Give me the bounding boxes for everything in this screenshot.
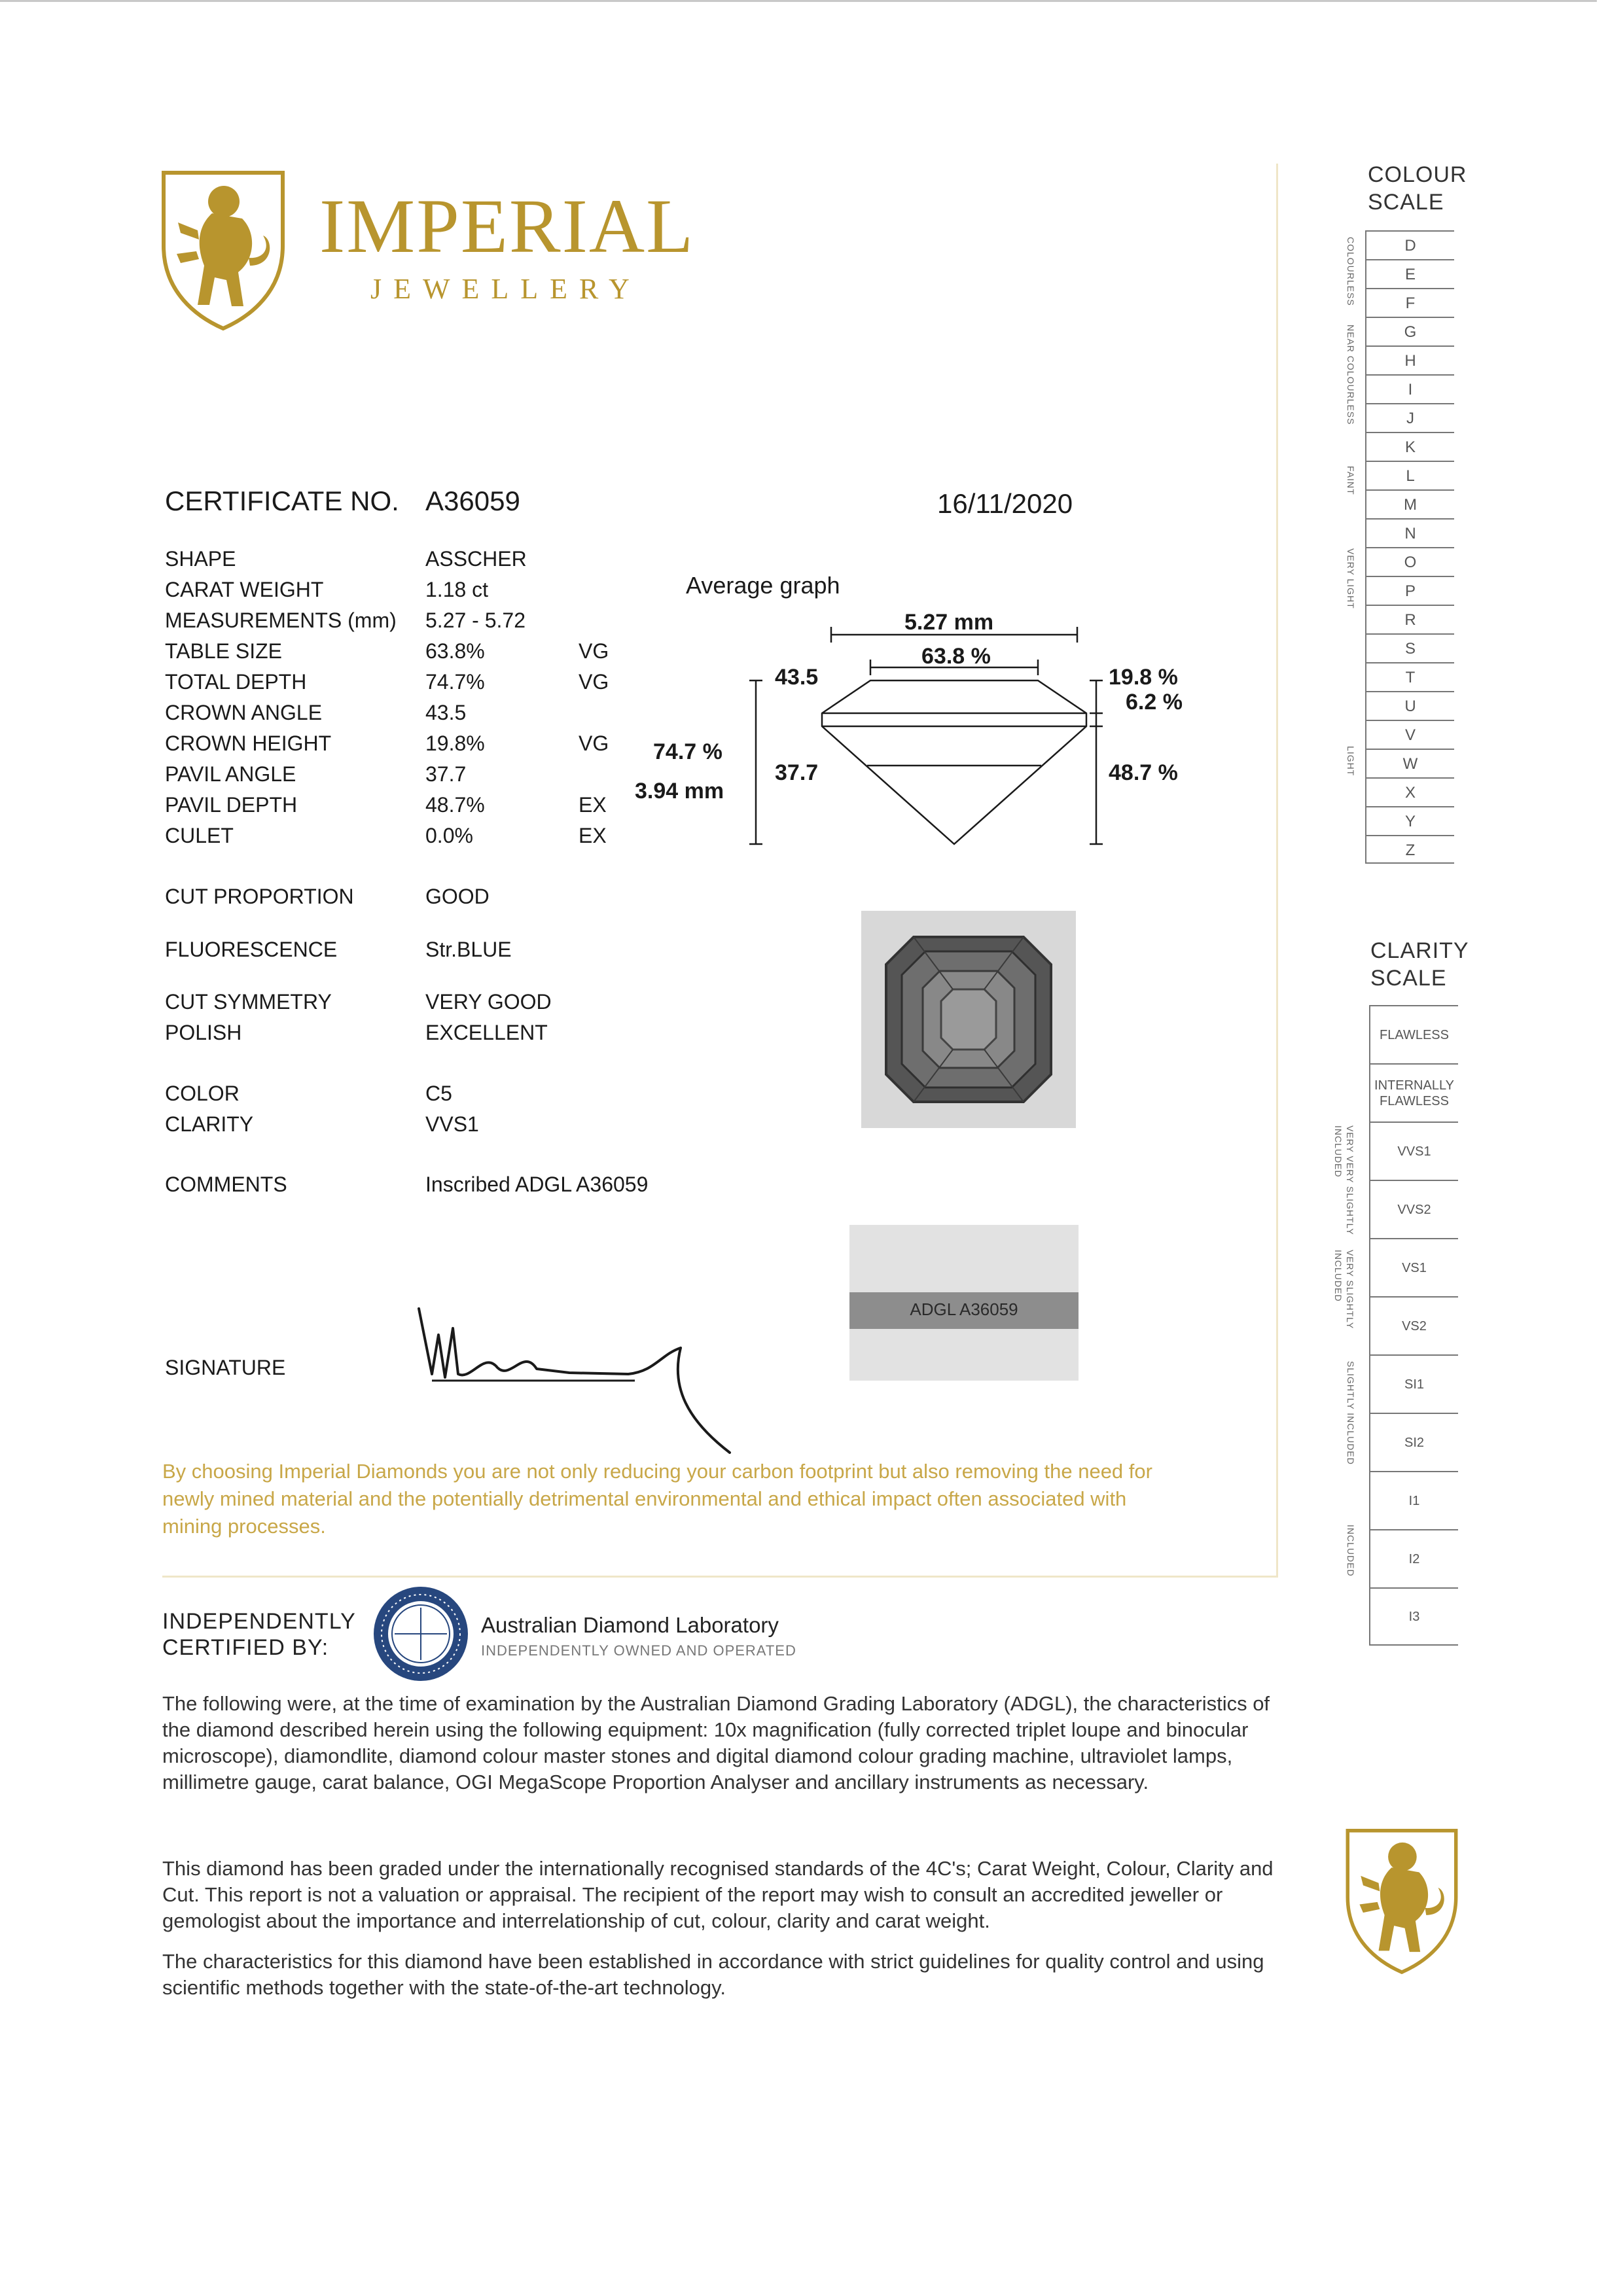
field-grade: VG bbox=[579, 732, 609, 755]
clarity-grade-i3: I3 bbox=[1369, 1587, 1458, 1646]
colour-grade-j: J bbox=[1365, 403, 1454, 432]
colour-grade-u: U bbox=[1365, 691, 1454, 720]
clarity-group-label: VERY VERY SLIGHTLY INCLUDED bbox=[1333, 1125, 1355, 1235]
field-label: CROWN HEIGHT bbox=[165, 732, 332, 755]
diamond-photo-image bbox=[861, 911, 1076, 1128]
lion-shield-logo bbox=[158, 168, 288, 332]
detail-label: CUT SYMMETRY bbox=[165, 990, 332, 1014]
colour-grade-l: L bbox=[1365, 461, 1454, 489]
detail-label: COMMENTS bbox=[165, 1173, 287, 1196]
detail-value: VVS1 bbox=[425, 1112, 479, 1136]
colour-grade-e: E bbox=[1365, 259, 1454, 288]
graph-total-depth: 74.7 % bbox=[653, 739, 722, 764]
field-label: CULET bbox=[165, 824, 234, 847]
colour-scale-grades bbox=[1365, 230, 1454, 864]
field-label: CARAT WEIGHT bbox=[165, 578, 324, 601]
top-rule bbox=[0, 0, 1597, 2]
colour-group-label: NEAR COLOURLESS bbox=[1346, 325, 1356, 425]
colour-scale-title-line1: COLOUR bbox=[1368, 162, 1467, 187]
detail-value: Str.BLUE bbox=[425, 938, 512, 961]
colour-grade-h: H bbox=[1365, 345, 1454, 374]
detail-label: FLUORESCENCE bbox=[165, 938, 338, 961]
colour-grade-n: N bbox=[1365, 518, 1454, 547]
colour-grade-t: T bbox=[1365, 662, 1454, 691]
diamond-profile-diagram bbox=[746, 622, 1139, 857]
colour-grade-x: X bbox=[1365, 777, 1454, 806]
detail-label: CUT PROPORTION bbox=[165, 885, 354, 908]
graph-crown-height: 19.8 % bbox=[1109, 665, 1178, 690]
certified-by-label bbox=[162, 1608, 356, 1661]
colour-grade-d: D bbox=[1365, 230, 1454, 259]
colour-group-label: COLOURLESS bbox=[1346, 237, 1356, 306]
clarity-grade-si1: SI1 bbox=[1369, 1354, 1458, 1413]
colour-grade-r: R bbox=[1365, 605, 1454, 633]
graph-girdle: 6.2 % bbox=[1126, 690, 1183, 715]
inscription-text: ADGL A36059 bbox=[910, 1299, 1018, 1319]
certificate-number: A36059 bbox=[425, 486, 520, 516]
graph-width-mm: 5.27 mm bbox=[904, 610, 994, 635]
lab-subtitle: INDEPENDENTLY OWNED AND OPERATED bbox=[481, 1642, 796, 1659]
diamond-photo bbox=[861, 911, 1076, 1128]
field-value: 1.18 ct bbox=[425, 578, 489, 601]
clarity-scale-title-line2: SCALE bbox=[1370, 966, 1447, 991]
clarity-grade-vvs1: VVS1 bbox=[1369, 1122, 1458, 1180]
lab-name: Australian Diamond Laboratory bbox=[481, 1613, 779, 1637]
colour-grade-z: Z bbox=[1365, 835, 1454, 864]
graph-crown-angle: 43.5 bbox=[775, 665, 819, 690]
colour-grade-g: G bbox=[1365, 317, 1454, 345]
clarity-grade-internally-flawless: INTERNALLY FLAWLESS bbox=[1369, 1063, 1458, 1122]
certificate-date: 16/11/2020 bbox=[937, 488, 1073, 519]
paragraph-characteristics: The characteristics for this diamond have been established in accordance with strict guidelines for quality control and using scientific methods together with the state-of-the-art technology. bbox=[162, 1950, 1264, 1999]
colour-grade-p: P bbox=[1365, 576, 1454, 605]
detail-value: C5 bbox=[425, 1082, 452, 1105]
field-value: 0.0% bbox=[425, 824, 473, 847]
colour-group-label: LIGHT bbox=[1346, 746, 1356, 777]
eco-statement: By choosing Imperial Diamonds you are not only reducing your carbon footprint but also removing the need for newly mined material and the potentially detrimental environmental and ethical impact often associated with mining processes. bbox=[162, 1460, 1152, 1538]
colour-group-label: FAINT bbox=[1346, 466, 1356, 495]
clarity-grade-i2: I2 bbox=[1369, 1529, 1458, 1587]
adl-seal-icon bbox=[372, 1585, 470, 1683]
clarity-grade-flawless: FLAWLESS bbox=[1369, 1005, 1458, 1063]
field-label: TOTAL DEPTH bbox=[165, 670, 307, 694]
detail-label: SIGNATURE bbox=[165, 1356, 286, 1379]
certified-by-line2: CERTIFIED BY: bbox=[162, 1635, 329, 1660]
clarity-grade-vvs2: VVS2 bbox=[1369, 1180, 1458, 1238]
colour-grade-o: O bbox=[1365, 547, 1454, 576]
field-value: 43.5 bbox=[425, 701, 467, 724]
paragraph-equipment: The following were, at the time of examination by the Australian Diamond Grading Laboratory (ADGL), the characteristics of the diamond described herein using the following equipment: 10x magnification (fully corrected triplet loupe and binocular microscope), diamondlite, diamond colour master stones and digital diamond colour grading machine, ultraviolet lamps, millimetre gauge, carat balance, OGI MegaScope Proportion Analyser and ancillary instruments as necessary. bbox=[162, 1692, 1270, 1793]
field-label: TABLE SIZE bbox=[165, 639, 283, 663]
graph-pavilion-depth: 48.7 % bbox=[1109, 760, 1178, 785]
clarity-scale-title bbox=[1370, 937, 1469, 992]
detail-label: POLISH bbox=[165, 1021, 242, 1044]
field-value: 48.7% bbox=[425, 793, 485, 817]
field-label: PAVIL ANGLE bbox=[165, 762, 296, 786]
field-value: 5.27 - 5.72 bbox=[425, 609, 526, 632]
clarity-grade-vs1: VS1 bbox=[1369, 1238, 1458, 1296]
field-label: CROWN ANGLE bbox=[165, 701, 323, 724]
colour-scale-title-line2: SCALE bbox=[1368, 190, 1444, 215]
clarity-group-label: VERY SLIGHTLY INCLUDED bbox=[1333, 1250, 1355, 1329]
colour-scale-title bbox=[1368, 161, 1467, 216]
colour-grade-v: V bbox=[1365, 720, 1454, 749]
certificate-label: CERTIFICATE NO. bbox=[165, 486, 399, 516]
colour-grade-f: F bbox=[1365, 288, 1454, 317]
colour-grade-s: S bbox=[1365, 633, 1454, 662]
field-value: 19.8% bbox=[425, 732, 485, 755]
colour-grade-i: I bbox=[1365, 374, 1454, 403]
brand-subtitle: JEWELLERY bbox=[370, 273, 641, 305]
detail-label: COLOR bbox=[165, 1082, 240, 1105]
colour-grade-m: M bbox=[1365, 489, 1454, 518]
detail-value: GOOD bbox=[425, 885, 490, 908]
clarity-scale-title-line1: CLARITY bbox=[1370, 938, 1469, 963]
colour-grade-y: Y bbox=[1365, 806, 1454, 835]
horizontal-divider bbox=[162, 1576, 1278, 1578]
detail-value: VERY GOOD bbox=[425, 990, 552, 1014]
field-grade: EX bbox=[579, 793, 607, 817]
clarity-grade-si2: SI2 bbox=[1369, 1413, 1458, 1471]
field-grade: VG bbox=[579, 670, 609, 694]
field-label: MEASUREMENTS (mm) bbox=[165, 609, 397, 632]
field-label: SHAPE bbox=[165, 547, 236, 571]
field-label: PAVIL DEPTH bbox=[165, 793, 298, 817]
clarity-group-label: SLIGHTLY INCLUDED bbox=[1346, 1361, 1356, 1465]
field-grade: VG bbox=[579, 639, 609, 663]
detail-label: CLARITY bbox=[165, 1112, 254, 1136]
colour-grade-w: W bbox=[1365, 749, 1454, 777]
vertical-divider bbox=[1276, 164, 1278, 1577]
detail-value: EXCELLENT bbox=[425, 1021, 548, 1044]
clarity-grade-vs2: VS2 bbox=[1369, 1296, 1458, 1354]
detail-value: Inscribed ADGL A36059 bbox=[425, 1173, 649, 1196]
field-value: 74.7% bbox=[425, 670, 485, 694]
clarity-grade-i1: I1 bbox=[1369, 1471, 1458, 1529]
field-value: 63.8% bbox=[425, 639, 485, 663]
graph-title: Average graph bbox=[686, 572, 840, 599]
field-value: 37.7 bbox=[425, 762, 467, 786]
lion-shield-logo-small bbox=[1343, 1824, 1461, 1977]
graph-table-pct: 63.8 % bbox=[921, 644, 991, 669]
colour-grade-k: K bbox=[1365, 432, 1454, 461]
clarity-group-label: INCLUDED bbox=[1346, 1525, 1356, 1577]
signature-image bbox=[412, 1296, 753, 1459]
graph-pavilion-angle: 37.7 bbox=[775, 760, 819, 785]
graph-depth-mm: 3.94 mm bbox=[635, 779, 724, 804]
field-grade: EX bbox=[579, 824, 607, 847]
certified-by-line1: INDEPENDENTLY bbox=[162, 1609, 356, 1634]
colour-group-label: VERY LIGHT bbox=[1346, 548, 1356, 609]
clarity-scale-grades bbox=[1369, 1005, 1458, 1646]
paragraph-standards: This diamond has been graded under the internationally recognised standards of the 4C's; Carat Weight, Colour, Clarity and Cut. This report is not a valuation or appraisal. The recipient of the report may wish to consult an accredited jeweller or gemologist about the importance and interrelationship of cut, colour, clarity and carat weight. bbox=[162, 1857, 1274, 1932]
field-value: ASSCHER bbox=[425, 547, 527, 571]
brand-name: IMPERIAL bbox=[319, 183, 695, 269]
